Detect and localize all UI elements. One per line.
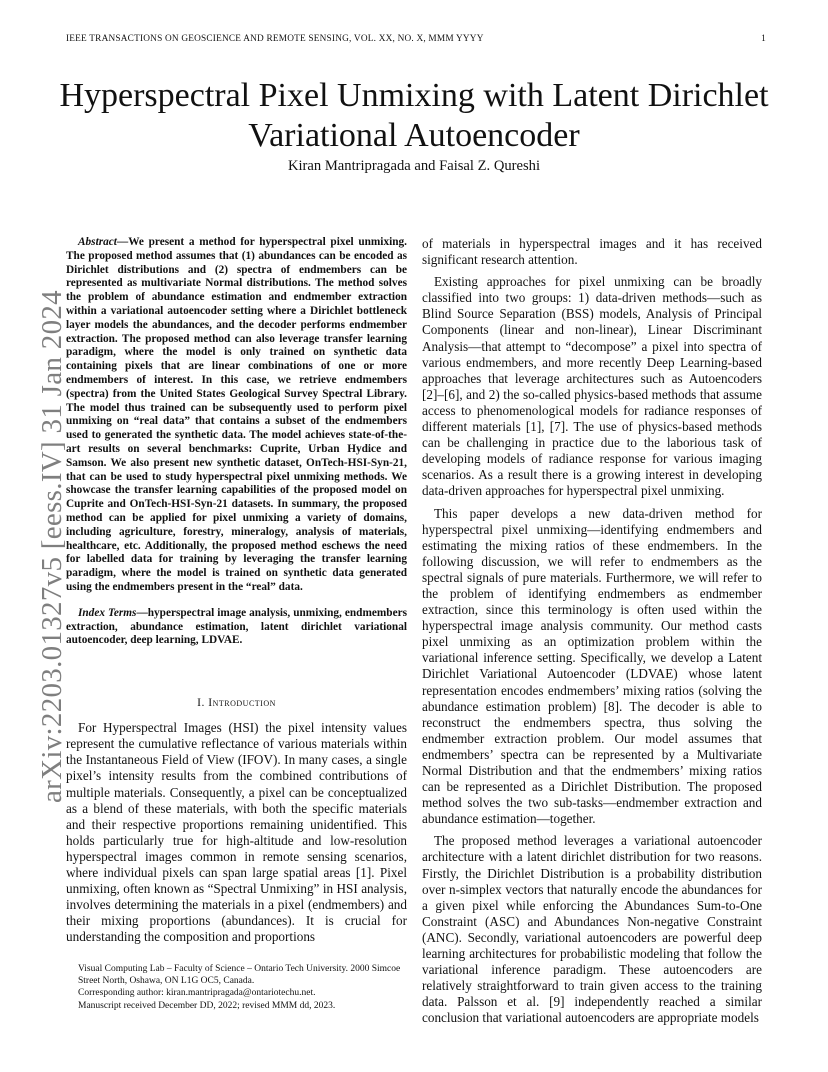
section-title: Introduction [208,696,276,710]
page-number: 1 [761,34,766,44]
index-terms-label: Index Terms [78,606,137,619]
index-terms-text: —hyperspectral image analysis, unmixing, endmembers extraction, abundance estimation, latent dirichlet variational autoencoder, deep learning, LDVAE. [66,606,407,647]
paper-title [40,76,788,156]
abstract-text: —We present a method for hyperspectral pixel unmixing. The proposed method assumes that (1) abundances can be encoded as Dirichlet distributions and (2) spectra of endmembers can be represented as multivariate Normal distributions. The method solves the problem of abundance estimation and endmember extraction within a variational autoencoder setting where a Dirichlet bottleneck layer models the abundances, and the decoder performs endmember extraction. The proposed method can also leverage transfer learning paradigm, where the model is only trained on synthetic data containing pixels that are linear combinations of one or more endmembers of interest. In this case, we retrieve endmembers (spectra) from the United States Geological Survey Spectral Library. The model thus trained can be subsequently used to perform pixel unmixing on “real data” that contains a subset of the endmembers used to generated the synthetic data. The model achieves state-of-the-art results on several benchmarks: Cuprite, Urban Hydice and Samson. We also present new synthetic dataset, OnTech-HSI-Syn-21, that can be used to study hyperspectral pixel unmixing methods. We showcase the transfer learning capabilities of the proposed model on Cuprite and OnTech-HSI-Syn-21 datasets. In summary, the proposed method can be applied for pixel unmixing a variety of domains, including agriculture, forestry, mineralogy, analysis of materials, healthcare, etc. Additionally, the proposed method eschews the need for labelled data for training by leveraging the transfer learning paradigm, where the model is trained on synthetic data generated using the endmembers present in the “real” data. [66,236,407,593]
authors: Kiran Mantripragada and Faisal Z. Qureshi [287,158,541,174]
index-terms [66,607,407,648]
abstract [66,236,407,595]
right-paragraph-2: This paper develops a new data-driven method for hyperspectral pixel unmixing—identifying endmembers and estimating the mixing ratios of these endmembers. In the following discussion, we will refer to endmembers as the spectral signals of pure materials. Furthermore, we will refer to the problem of identifying endmembers as endmember extraction, since this terminology is often used within the hyperspectral image analysis community. Our method casts pixel unmixing as an optimization problem within the variational inference setting. Specifically, we develop a Latent Dirichlet Variational Autoencoder (LDVAE) whose latent representation encodes endmembers’ mixing ratios (solving the abundance estimation problem) [8]. The decoder is able to reconstruct the endmembers spectra, thus solving the endmember extraction problem. Our model assumes that endmembers’ spectra can be represented by a Multivariate Normal Distribution and that the endmembers’ mixing ratios can be represented as a Dirichlet Distribution. The proposed method solves the two sub-tasks—endmember extraction and abundance estimation—together. [422,505,762,827]
title-line-2: Variational Autoencoder [248,117,580,154]
section-heading-introduction [66,695,407,711]
arxiv-stamp: arXiv:2203.01327v5 [eess.IV] 31 Jan 2024 [36,290,68,803]
right-paragraph-1: Existing approaches for pixel unmixing can be broadly classified into two groups: 1) data-driven methods—such as Blind Source Separation (BSS) models, Analysis of Principal Components (linear and non-linear), Linear Discriminant Analysis—that attempt to “decompose” a pixel into spectra of various endmembers, and more recently Deep Learning-based approaches that leverage architectures such as Autoencoders [2]–[6], and 2) the so-called physics-based methods that assume access to phenomenological models for radiance responses of different materials [1], [7]. The use of physics-based methods can be challenging in practice due to the laborious task of developing models of radiance response for various imaging scenarios. As a result there is a growing interest in developing data-driven approaches for hyperspectral pixel unmixing. [422,274,762,499]
journal-header: IEEE TRANSACTIONS ON GEOSCIENCE AND REMOTE SENSING, VOL. XX, NO. X, MMM YYYY [66,34,484,44]
right-column [422,236,762,1027]
abstract-label: Abstract [78,236,117,248]
right-paragraph-continuation: of materials in hyperspectral images and it has received significant research attention. [422,236,762,268]
right-paragraph-3: The proposed method leverages a variational autoencoder architecture with a latent dirichlet distribution for two reasons. Firstly, the Dirichlet Distribution is a probability distribution over n-simplex vectors that naturally encode the abundances for a given pixel while enforcing the Abundances Sum-to-One Constraint (ASC) and Abundances Non-negative Constraint (ANC). Secondly, variational autoencoders are powerful deep learning architectures for probabilistic modeling that follow the variational inference paradigm. These autoencoders are relatively straightforward to train given access to the training data. Palsson et al. [9] independently reached a similar conclusion that variational autoencoders are appropriate models [422,833,762,1026]
section-number: I. [197,696,209,710]
footnote-manuscript-dates: Manuscript received December DD, 2022; revised MMM dd, 2023. [78,1000,336,1011]
footnote [66,963,407,1012]
title-line-1: Hyperspectral Pixel Unmixing with Latent Dirichlet [59,77,769,114]
footnote-affiliation: Visual Computing Lab – Faculty of Science – Ontario Tech University. 2000 Simcoe Street North, Oshawa, ON L1G OC5, Canada. [78,964,401,987]
left-column [66,236,407,946]
footnote-corresponding-author: Corresponding author: kiran.mantripragada@ontariotechu.net. [78,988,316,999]
intro-paragraph-1: For Hyperspectral Images (HSI) the pixel intensity values represent the cumulative reflectance of various materials within the Instantaneous Field of View (IFOV). In many cases, a single pixel’s intensity results from the combined contributions of multiple materials. Consequently, a pixel can be conceptualized as a blend of these materials, with both the specific materials and their respective proportions remaining unidentified. This holds particularly true for high-altitude and low-resolution hyperspectral images common in remote sensing scenarios, where individual pixels can span large spatial areas [1]. Pixel unmixing, often known as “Spectral Unmixing” in HSI analysis, involves determining the materials in a pixel (endmembers) and their mixing proportions (abundances). It is crucial for understanding the composition and proportions [66,720,407,945]
running-head [66,34,766,48]
